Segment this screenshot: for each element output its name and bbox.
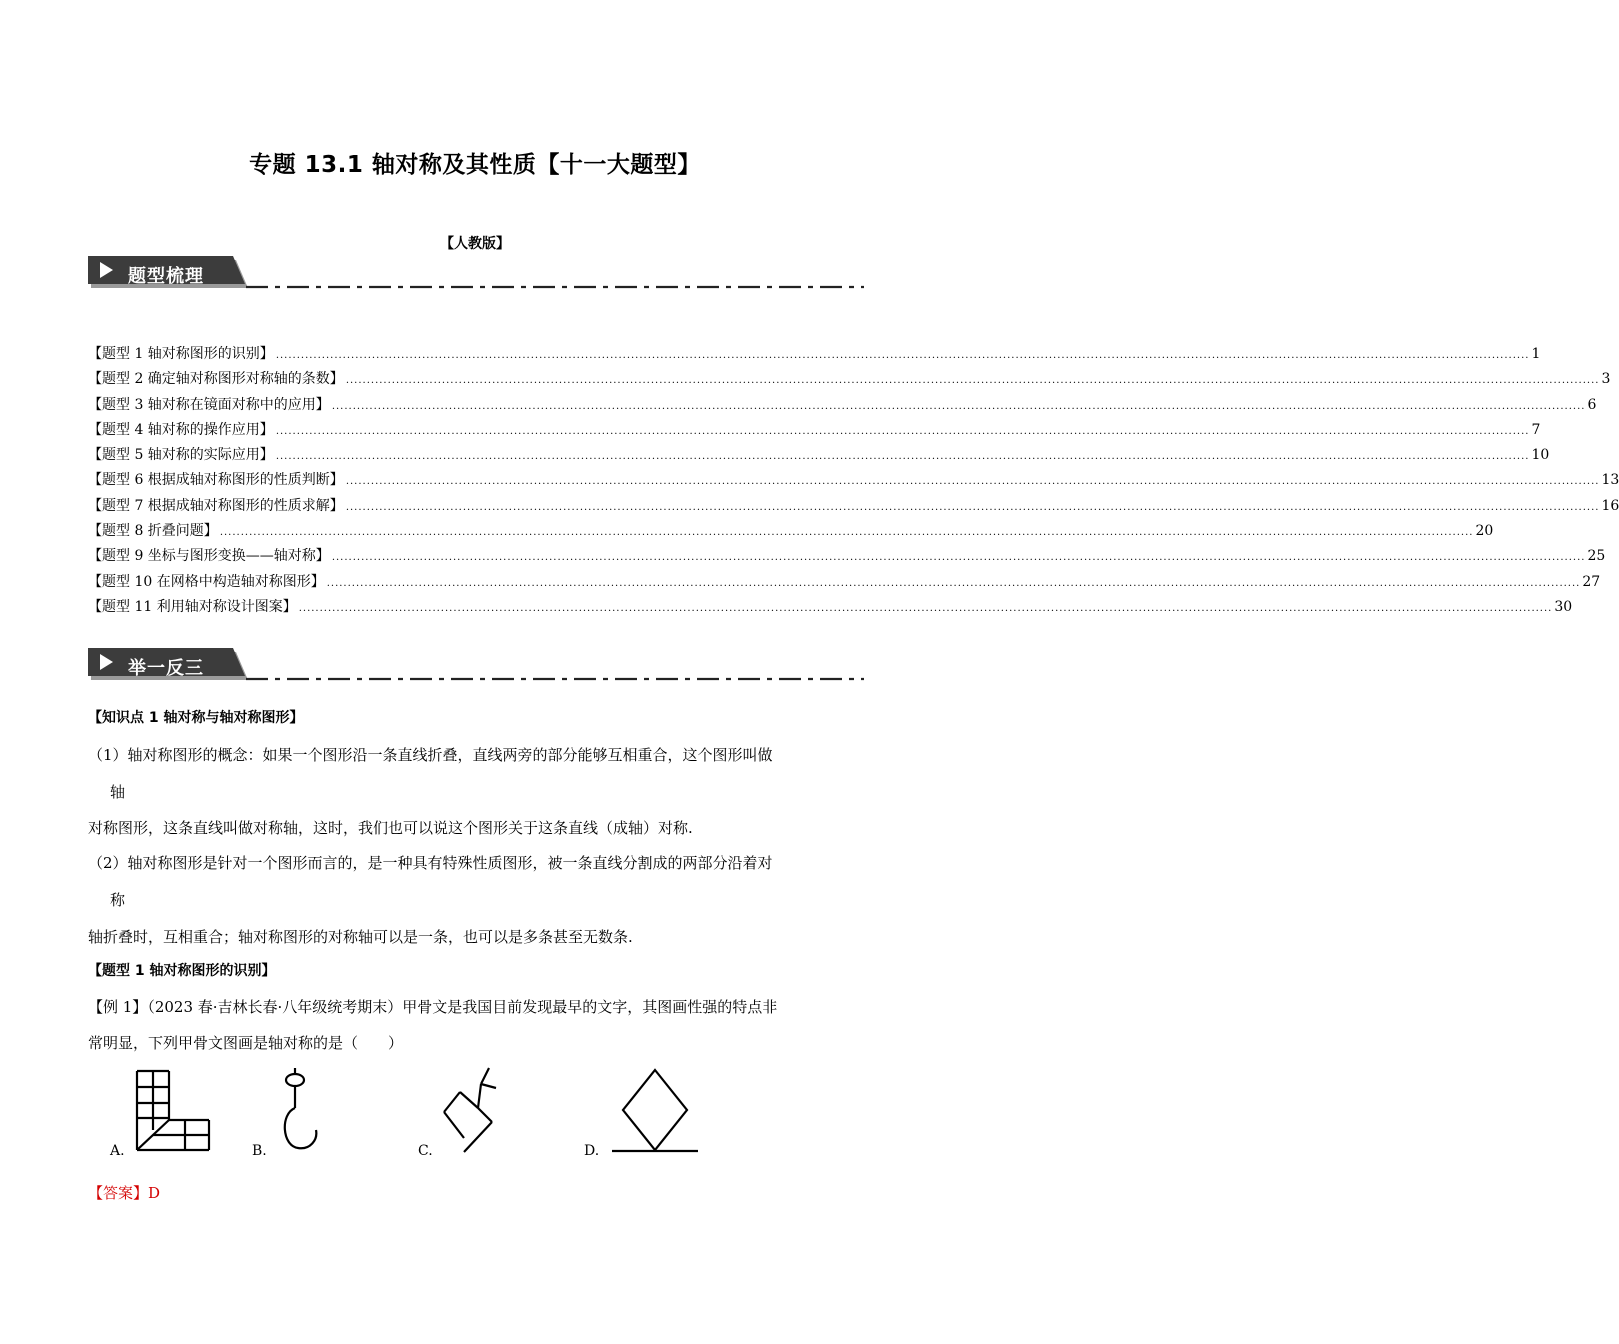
option-a-label: A. bbox=[110, 1143, 125, 1159]
banner-title: 题型梳理 bbox=[128, 266, 204, 287]
toc-leader-dots: ............................................................................................................................................................................................................................................................................................................ bbox=[275, 425, 1530, 437]
toc-leader-dots: ............................................................................................................................................................................................................................................................................................................ bbox=[345, 476, 1600, 488]
toc-entry-page[interactable]: 16 bbox=[1601, 497, 1619, 514]
toc-entry-label[interactable]: 【题型 6 根据成轴对称图形的性质判断】 bbox=[88, 472, 344, 489]
section-banner-examples bbox=[88, 648, 864, 684]
knowledge-heading: 【知识点 1 轴对称与轴对称图形】 bbox=[88, 710, 304, 726]
toc-leader-dots: ............................................................................................................................................................................................................................................................................................................ bbox=[219, 527, 1474, 539]
toc-entry-page[interactable]: 30 bbox=[1554, 598, 1573, 615]
toc-entry-page[interactable]: 25 bbox=[1587, 548, 1606, 565]
example-line1 bbox=[88, 996, 777, 1018]
section-banner-toc bbox=[88, 256, 864, 292]
toc-entry[interactable] bbox=[88, 393, 1597, 418]
knowledge-p2-line3: 轴折叠时，互相重合；轴对称图形的对称轴可以是一条，也可以是多条甚至无数条. bbox=[88, 928, 633, 946]
figure-d-oracle-glyph bbox=[608, 1066, 700, 1156]
toc-leader-dots: ............................................................................................................................................................................................................................................................................................................ bbox=[345, 501, 1600, 513]
toc-leader-dots: ............................................................................................................................................................................................................................................................................................................ bbox=[331, 552, 1586, 564]
toc-leader-dots: ............................................................................................................................................................................................................................................................................................................ bbox=[326, 577, 1581, 589]
type-heading: 【题型 1 轴对称图形的识别】 bbox=[88, 963, 276, 979]
toc-entry-label[interactable]: 【题型 3 轴对称在镜面对称中的应用】 bbox=[88, 396, 330, 413]
toc-entry[interactable] bbox=[88, 468, 1619, 493]
toc-entry-page[interactable]: 7 bbox=[1531, 421, 1541, 438]
figure-c-oracle-glyph bbox=[440, 1066, 504, 1156]
toc-entry[interactable] bbox=[88, 544, 1606, 569]
toc-entry-label[interactable]: 【题型 9 坐标与图形变换——轴对称】 bbox=[88, 548, 330, 565]
toc-entry-label[interactable]: 【题型 11 利用轴对称设计图案】 bbox=[88, 598, 297, 615]
toc-leader-dots: ............................................................................................................................................................................................................................................................................................................ bbox=[298, 602, 1553, 614]
toc-entry-page[interactable]: 3 bbox=[1601, 371, 1611, 388]
knowledge-p1-line2: 轴 bbox=[110, 783, 126, 801]
toc-leader-dots: ............................................................................................................................................................................................................................................................................................................ bbox=[345, 375, 1600, 387]
figure-a-oracle-glyph bbox=[132, 1068, 214, 1154]
banner-title: 举一反三 bbox=[128, 658, 204, 679]
toc-entry[interactable] bbox=[88, 443, 1550, 468]
knowledge-p1-line3: 对称图形，这条直线叫做对称轴，这时，我们也可以说这个图形关于这条直线（成轴）对称. bbox=[88, 819, 693, 837]
option-c-label: C. bbox=[418, 1143, 433, 1159]
toc-entry[interactable] bbox=[88, 494, 1619, 519]
knowledge-p1-line1: （1）轴对称图形的概念：如果一个图形沿一条直线折叠，直线两旁的部分能够互相重合，这个图形叫做 bbox=[88, 746, 773, 764]
toc-entry-label[interactable]: 【题型 5 轴对称的实际应用】 bbox=[88, 447, 274, 464]
toc-leader-dots: ............................................................................................................................................................................................................................................................................................................ bbox=[331, 400, 1586, 412]
toc-entry-page[interactable]: 20 bbox=[1475, 523, 1494, 540]
toc-entry-label[interactable]: 【题型 8 折叠问题】 bbox=[88, 523, 218, 540]
toc-entry[interactable] bbox=[88, 519, 1494, 544]
answer-value: D bbox=[148, 1184, 161, 1202]
toc-entry-page[interactable]: 10 bbox=[1531, 447, 1550, 464]
toc-entry-page[interactable]: 27 bbox=[1582, 573, 1601, 590]
toc-entry-page[interactable]: 13 bbox=[1601, 472, 1619, 489]
option-d-label: D. bbox=[584, 1143, 600, 1159]
toc-entry[interactable] bbox=[88, 595, 1573, 620]
table-of-contents bbox=[88, 342, 1619, 620]
figure-b-oracle-glyph bbox=[276, 1068, 322, 1154]
toc-entry-page[interactable]: 6 bbox=[1587, 396, 1597, 413]
option-b-label: B. bbox=[252, 1143, 267, 1159]
toc-entry-label[interactable]: 【题型 2 确定轴对称图形对称轴的条数】 bbox=[88, 371, 344, 388]
toc-entry[interactable] bbox=[88, 570, 1601, 595]
page-title: 专题 13.1 轴对称及其性质【十一大题型】 bbox=[249, 152, 701, 178]
example-tag: 【例 1】 bbox=[88, 998, 148, 1016]
answer-line bbox=[88, 1182, 160, 1204]
toc-entry[interactable] bbox=[88, 367, 1611, 392]
example-line2: 常明显，下列甲骨文图画是轴对称的是（ ） bbox=[88, 1034, 404, 1052]
toc-leader-dots: ............................................................................................................................................................................................................................................................................................................ bbox=[275, 350, 1530, 361]
toc-entry-page[interactable]: 1 bbox=[1531, 346, 1541, 362]
example-text-1: （2023 春·吉林长春·八年级统考期末）甲骨文是我国目前发现最早的文字，其图画性强的特点非 bbox=[147, 998, 778, 1016]
banner-graphic bbox=[88, 256, 864, 292]
edition-label: 【人教版】 bbox=[440, 236, 510, 252]
toc-leader-dots: ............................................................................................................................................................................................................................................................................................................ bbox=[275, 451, 1530, 463]
knowledge-p2-line2: 称 bbox=[110, 891, 126, 909]
toc-entry-label[interactable]: 【题型 1 轴对称图形的识别】 bbox=[88, 346, 274, 362]
banner-graphic bbox=[88, 648, 864, 684]
answer-tag: 【答案】 bbox=[88, 1184, 149, 1202]
toc-entry-label[interactable]: 【题型 7 根据成轴对称图形的性质求解】 bbox=[88, 497, 344, 514]
toc-entry-label[interactable]: 【题型 10 在网格中构造轴对称图形】 bbox=[88, 573, 325, 590]
toc-entry-label[interactable]: 【题型 4 轴对称的操作应用】 bbox=[88, 421, 274, 438]
toc-entry[interactable] bbox=[88, 418, 1541, 443]
knowledge-p2-line1: （2）轴对称图形是针对一个图形而言的，是一种具有特殊性质图形，被一条直线分割成的两部分沿着对 bbox=[88, 854, 773, 872]
toc-entry[interactable] bbox=[88, 342, 1541, 367]
